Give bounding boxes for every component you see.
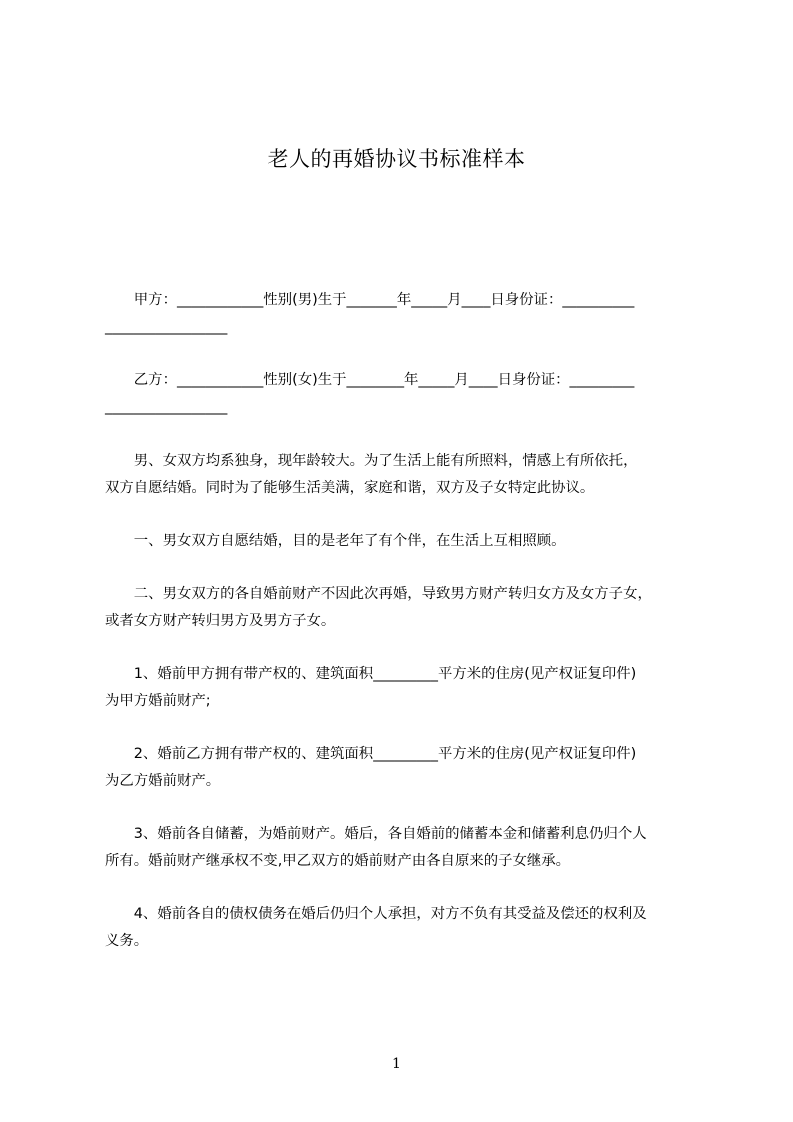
paragraph-line: _________________ [105,399,228,415]
paragraph-preamble [105,448,705,502]
paragraph-line: 所有。婚前财产继承权不变,甲乙双方的婚前财产由各自原来的子女继承。 [105,853,571,869]
paragraph-line: 2、婚前乙方拥有带产权的、建筑面积_________平方米的住房(见产权证复印件) [105,746,637,762]
paragraph-party-b [105,367,705,421]
paragraph-item-2 [105,741,705,795]
paragraph-line: 4、婚前各自的债权债务在婚后仍归个人承担，对方不负有其受益及偿还的权利及 [105,906,647,922]
paragraph-line: _________________ [105,319,228,335]
paragraph-clause-1 [105,528,705,555]
paragraph-line: 义务。 [105,933,149,949]
paragraph-line: 或者女方财产转归男方及男方子女。 [105,613,336,629]
paragraph-line: 乙方：____________性别(女)生于________年_____月____日身份证：_________ [105,372,635,388]
paragraph-line: 一、男女双方自愿结婚，目的是老年了有个伴，在生活上互相照顾。 [105,533,566,549]
paragraph-line: 双方自愿结婚。同时为了能够生活美满，家庭和谐，双方及子女特定此协议。 [105,480,595,496]
paragraph-line: 甲方：____________性别(男)生于_______年_____月____日身份证：__________ [105,292,635,308]
page-number: 1 [392,1056,401,1072]
paragraph-line: 为甲方婚前财产; [105,693,211,709]
paragraph-line: 二、男女双方的各自婚前财产不因此次再婚，导致男方财产转归女方及女方子女， [105,586,652,602]
paragraph-clause-2 [105,581,705,635]
paragraph-item-4 [105,901,705,955]
paragraph-party-a [105,287,705,341]
page-title: 老人的再婚协议书标准样本 [267,147,526,171]
paragraph-line: 为乙方婚前财产。 [105,773,221,789]
paragraph-line: 男、女双方均系独身，现年龄较大。为了生活上能有所照料，情感上有所依托， [105,453,638,469]
paragraph-item-1 [105,661,705,715]
paragraph-line: 1、婚前甲方拥有带产权的、建筑面积_________平方米的住房(见产权证复印件) [105,666,637,682]
paragraph-line: 3、婚前各自储蓄，为婚前财产。婚后，各自婚前的储蓄本金和储蓄利息仍归个人 [105,826,647,842]
paragraph-item-3 [105,821,705,875]
